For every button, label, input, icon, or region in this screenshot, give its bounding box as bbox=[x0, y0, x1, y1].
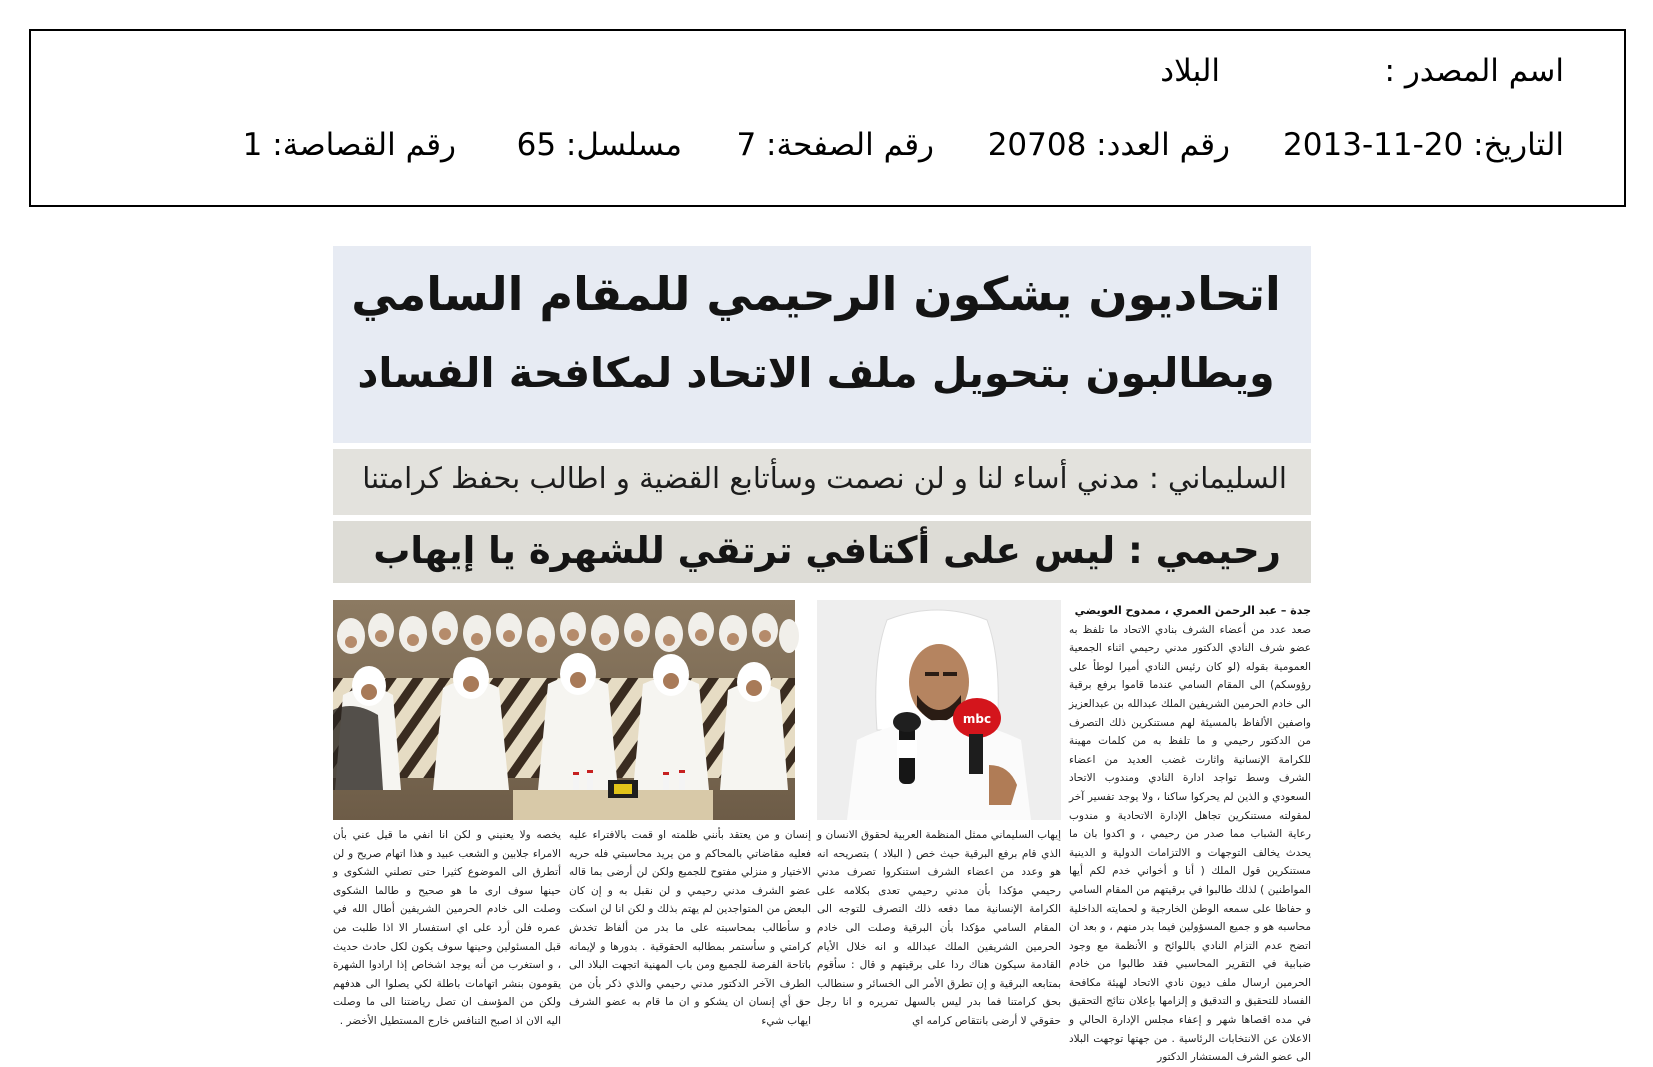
clip-metadata-box bbox=[29, 29, 1626, 207]
interview-photo-image bbox=[817, 600, 1061, 820]
headline-block bbox=[333, 246, 1311, 443]
article-column-2-text: إيهاب السليماني ممثل المنظمة العربية لحقوق الانسان و الذي قام برفع البرقية حيث خص ( البلاد ) بتصريحه انه هو وعدد من اعضاء الشرف استنكروا تصرف مدني رحيمي مؤكدا بأن مدني رحيمي تعدى بكلامه على الكرامة الإنسانية مما دفعه ذلك التصرف للتوجه الى المقام السامي مؤكدا بأن البرقية وصلت الى خادم الحرمين الشريفين الملك عبدالله و انه خلال الأيام القادمة سيكون هناك ردا على برقيتهم و قال : سأقوم بمتابعه البرقية و إن تطرق الأمر الى الخسائر و سنطالب بحق كرامتنا فما بدر ليس بالسهل تمريره و انا رجل حقوقي لا أرضى بانتقاص كرامه اي bbox=[817, 829, 1061, 1027]
article-column-1-text: صعد عدد من أعضاء الشرف بنادي الاتحاد ما تلفظ به عضو شرف النادي الدكتور مدني رحيمي اثناء الجمعية العمومية بقوله (لو كان رئيس النادي أميرا لوطأ على رؤوسكم) الى المقام السامي عندما قاموا برفع برقية الى خادم الحرمين الشريفين الملك عبدالله بن عبدالعزيز واصفين الألفاظ بالمسيئة لهم مستنكرين ذلك التصرف من الدكتور رحيمي و ما تلفظ به من كلمات مهينة للكرامة الإنسانية واثارت غضب العديد من اعضاء الشرف وسط تواجد ادارة النادي ومندوب الاتحاد السعودي و الذين لم يحركوا ساكنا ، ولا يوجد تفسير آخر لمقولته مستنكرين تجاهل الإدارة الاتحادية و مندوب رعاية الشباب مما صدر من رحيمي ، و اكدوا بان ما يحدث يخالف التوجهات و الالتزامات الدولية و الدينية مستنكرين قول الملك ( أنا و أخواني خدم لكم أيها المواطنين ) لذلك طالبوا في برقيتهم من المقام السامي و حفاظا على سمعه الوطن الخارجية و لحمايته الداخلية محاسبه هو و جميع المسؤولين فيما بدر منهم ، و بعد ان اتضح عدم التزام النادي باللوائح و الأنظمة مع وجود ضبابية في التقرير المحاسبي فقد طالبوا من خادم الحرمين ارسال ملف ديون نادي الاتحاد لهيئة مكافحة الفساد للتحقيق و التدقيق و إلزامها بإعلان نتائج التحقيق في مده اقصاها شهر و إعفاء مجلس الإدارة الحالي و الاعلان عن الانتخابات الرئاسية . من جهتها توجهت البلاد الى عضو الشرف المستشار الدكتور bbox=[1069, 623, 1311, 1064]
kicker-headline: رحيمي : ليس على أكتافي ترتقي للشهرة يا إيهاب bbox=[373, 529, 1281, 572]
clip-number-label: رقم القصاصة: 1 bbox=[242, 127, 456, 163]
interview-photo bbox=[817, 600, 1061, 820]
article-column-3-text: إنسان و من يعتقد بأنني ظلمته او قمت بالافتراء عليه فعليه مقاضاتي بالمحاكم و من يريد محاسبتي فله حريه الاختيار و منزلي مفتوح للجميع ولكن لن أرضى بما قاله عضو الشرف مدني رحيمي و لن نقبل به و إن كان البعض من المتواجدين لم يهتم بذلك و لكن انا لن اسكت و سأطالب بمحاسبته على ما بدر من ألفاظ تخدش كرامتي و سأستمر بمطالبه الحقوقية . بدورها و لإيمانه باتاحة الفرصة للجميع ومن باب المهنية اتجهت البلاد الى الطرف الآخر الدكتور مدني رحيمي والذي ذكر بأن من حق أي إنسان ان يشكو و ان ما قام به عضو الشرف ايهاب شيء bbox=[569, 829, 811, 1027]
date-label: التاريخ: 20-11-2013 bbox=[1283, 127, 1564, 163]
byline: جدة – عبد الرحمن العمري ، ممدوح العويضي bbox=[1074, 604, 1311, 617]
serial-number-label: مسلسل: 65 bbox=[516, 127, 682, 163]
svg-text:mbc: mbc bbox=[962, 712, 992, 726]
subheadline-block bbox=[333, 449, 1311, 515]
article-column-1 bbox=[1069, 602, 1311, 1064]
article-column-3 bbox=[569, 826, 811, 1027]
page-number-label: رقم الصفحة: 7 bbox=[736, 127, 934, 163]
subheadline: السليماني : مدني أساء لنا و لن نصمت وسأتابع القضية و اطالب بحفظ كرامتنا bbox=[362, 461, 1287, 495]
article-column-4-text: يخصه ولا يعنيني و لكن انا انفي ما قيل عني بأن الامراء جلابين و الشعب عبيد و هذا اتهام صريح و لن أتطرق الى الموضوع كثيرا حتى تصلني الشكوى و حينها سوف ارى ما هو صحيح و طالما الشكوى وصلت الى خادم الحرمين الشريفين أطال الله في عمره فلن أرد على اي استفسار الا اذا طلبت من قبل المسئولين وحينها سوف يكون لكل حادث حديث ، و استغرب من أنه يوجد اشخاص إذا ارادوا الشهرة يقومون بنشر اتهامات باطلة لكي يصلوا الى هدفهم ولكن من المؤسف ان تصل رياضتنا الى ما وصلت اليه الان اذ اصبح التنافس خارج المستطيل الأخضر . bbox=[333, 829, 561, 1027]
article-column-2 bbox=[817, 826, 1061, 1027]
kicker-block bbox=[333, 521, 1311, 583]
group-photo bbox=[333, 600, 795, 820]
newspaper-clipping bbox=[333, 246, 1311, 1064]
headline-line-2: ويطالبون بتحويل ملف الاتحاد لمكافحة الفساد bbox=[357, 349, 1275, 397]
issue-number-label: رقم العدد: 20708 bbox=[987, 127, 1230, 163]
source-value: البلاد bbox=[1160, 53, 1220, 89]
source-label: اسم المصدر : bbox=[1384, 53, 1564, 89]
headline-line-1: اتحاديون يشكون الرحيمي للمقام السامي bbox=[351, 267, 1281, 321]
group-photo-image bbox=[333, 600, 795, 820]
article-column-4 bbox=[333, 826, 561, 1027]
